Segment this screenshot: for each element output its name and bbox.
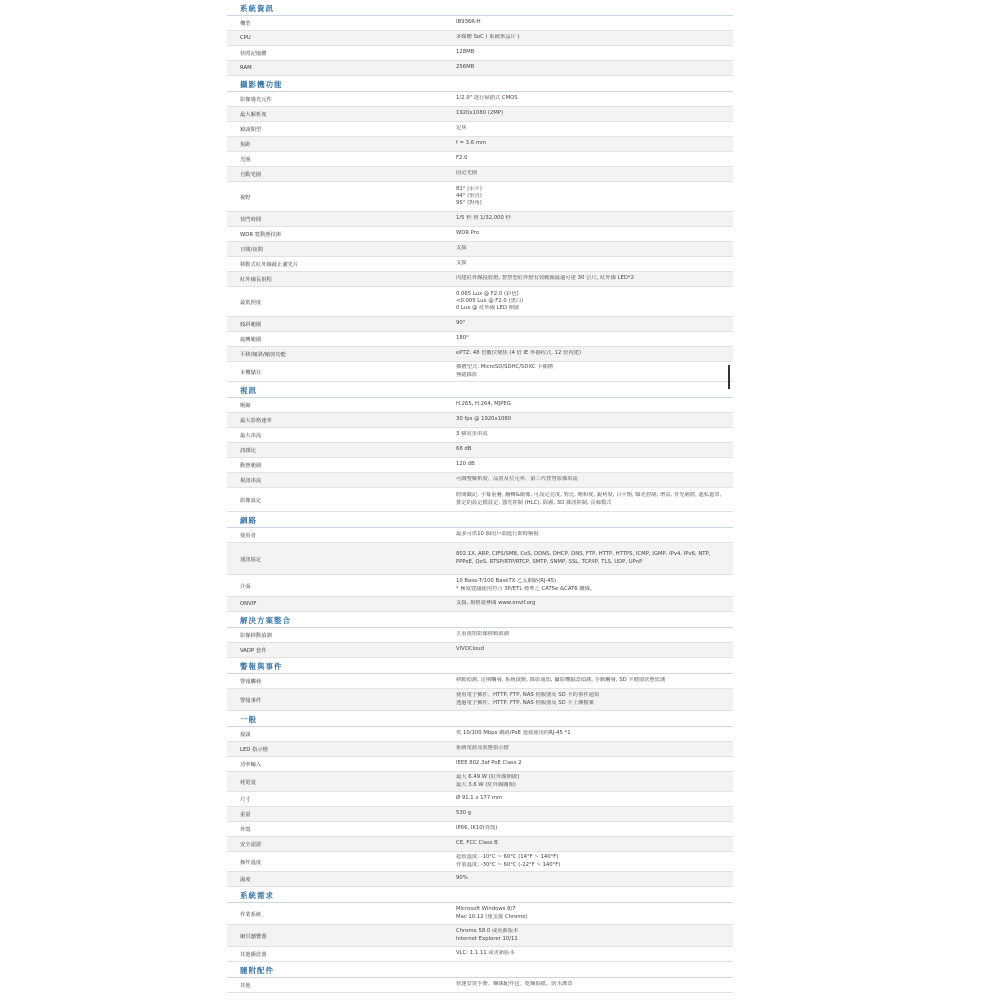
spec-value-line: 移動偵測, 定期觸發, 系統啟動, 錄影通知, 攝影機竄改偵測, 手動觸發, SD 卡健康狀態監測 — [456, 677, 666, 684]
spec-value — [456, 61, 727, 75]
spec-value — [456, 16, 727, 30]
spec-row — [227, 227, 733, 242]
spec-label: 最大串流 — [240, 433, 262, 439]
spec-value-line: WDR Pro — [456, 230, 480, 237]
spec-value — [456, 443, 727, 457]
spec-value-line: 3 個同步串流 — [456, 431, 488, 438]
spec-value-line: 固定光圈 — [456, 170, 478, 177]
spec-value — [456, 742, 727, 756]
spec-value-line: Internet Explorer 10/11 — [456, 935, 518, 942]
spec-value — [456, 362, 727, 381]
spec-row — [227, 628, 733, 643]
spec-value — [456, 903, 727, 924]
spec-value — [456, 428, 727, 442]
spec-label: 影像感光元件 — [240, 97, 272, 103]
spec-value-line: 供 10/100 Mbps 網路/PoE 連接使用的RJ-45 *1 — [456, 730, 571, 737]
spec-row — [227, 458, 733, 473]
spec-label: 功率輸入 — [240, 762, 262, 768]
spec-row — [227, 257, 733, 272]
spec-label: 視野 — [240, 194, 251, 201]
spec-row — [227, 925, 733, 947]
section-header — [227, 658, 733, 674]
spec-row — [227, 742, 733, 757]
spec-row — [227, 107, 733, 122]
section-title: 視訊 — [240, 386, 257, 395]
spec-value-line: 多媒體 SoC ( 系統單晶片 ) — [456, 34, 520, 41]
section-title: 警報與事件 — [240, 662, 283, 671]
spec-label: 旋轉範圍 — [240, 337, 262, 343]
spec-value — [456, 488, 727, 511]
spec-value — [456, 757, 727, 771]
spec-row — [227, 674, 733, 689]
spec-value-line: 無縫錄影 — [456, 371, 478, 378]
spec-value-line: 44° (垂直) — [456, 192, 482, 199]
spec-label: 警報事件 — [240, 697, 262, 704]
spec-value — [456, 212, 727, 226]
spec-label: 最低照度 — [240, 299, 262, 306]
spec-value-line: F2.0 — [456, 155, 468, 162]
spec-label: 濕度 — [240, 877, 251, 883]
section-header — [227, 612, 733, 628]
spec-value — [456, 792, 727, 806]
spec-row — [227, 137, 733, 152]
spec-row — [227, 428, 733, 443]
spec-value — [456, 575, 727, 596]
spec-row — [227, 61, 733, 76]
spec-row — [227, 575, 733, 597]
spec-value-line: VIVOCloud — [456, 646, 485, 653]
spec-value — [456, 317, 727, 331]
spec-row — [227, 807, 733, 822]
section-header — [227, 382, 733, 398]
spec-value-line: 最大 6.49 W (紅外線開啟) — [456, 774, 520, 781]
spec-row — [227, 947, 733, 962]
spec-value-line: 支援, 規格請參閱 www.onvif.org — [456, 600, 536, 607]
spec-value-line: Microsoft Windows 8/7 — [456, 906, 516, 913]
spec-label: 自動光圈 — [240, 172, 262, 178]
spec-value-line: 802.1X, ARP, CIFS/SMB, CoS, DDNS, DHCP, DNS, FTP, HTTP, HTTPS, ICMP, IGMP, IPv4, IPv6, NTP, PPPoE, QoS, RTSP/RTP/RTCP, SMTP, SNMP, SSL, TCP/IP, TLS, UDP, UPnP — [456, 551, 711, 565]
spec-value-line: 快速安裝手冊、螺絲配件包、乾燥貼紙、防水護罩 — [456, 981, 573, 988]
spec-value-line: Mac 10.12 (僅支援 Chrome) — [456, 913, 528, 920]
section-header — [227, 887, 733, 903]
spec-label: 耗電量 — [240, 779, 256, 786]
spec-value-line: 透過電子郵件、HTTP, FTP, NAS 伺服器及 SD 卡上傳檔案 — [456, 699, 594, 706]
scrollbar-thumb[interactable] — [728, 365, 730, 389]
spec-row — [227, 689, 733, 711]
spec-value — [456, 137, 727, 151]
spec-value-line: Ø 91.1 x 177 mm — [456, 795, 503, 802]
spec-value — [456, 727, 727, 741]
spec-label: 視訊串流 — [240, 478, 262, 484]
spec-row — [227, 443, 733, 458]
spec-row — [227, 597, 733, 612]
spec-row — [227, 242, 733, 257]
spec-value — [456, 458, 727, 472]
spec-label: 網頁瀏覽器 — [240, 933, 267, 940]
spec-label: 介面 — [240, 583, 251, 590]
spec-value-line: 530 g — [456, 810, 472, 817]
spec-label: 快閃記憶體 — [240, 51, 267, 57]
spec-value-line: f = 3.6 mm — [456, 140, 487, 147]
spec-value — [456, 92, 727, 106]
spec-value-line: 1/5 秒 到 1/32,000 秒 — [456, 215, 511, 222]
spec-row — [227, 488, 733, 512]
spec-row — [227, 122, 733, 137]
spec-row — [227, 152, 733, 167]
spec-value — [456, 152, 727, 166]
spec-value — [456, 347, 727, 361]
spec-label: 快門時間 — [240, 217, 262, 223]
spec-label: 紅外線長射程 — [240, 277, 272, 283]
spec-value — [456, 167, 727, 181]
spec-value — [456, 643, 727, 657]
spec-value-line: Chrome 58.0 或更新版本 — [456, 928, 519, 935]
spec-value-line: ePTZ: 48 倍數位變焦 (4 倍 IE 外掛程式, 12 倍內建) — [456, 350, 582, 357]
spec-row — [227, 772, 733, 792]
spec-value-line: 五重視窗影像移動偵測 — [456, 631, 509, 638]
spec-value-line: 68 dB — [456, 446, 472, 453]
spec-sheet — [227, 0, 733, 993]
spec-value — [456, 528, 727, 542]
spec-value-line: 1920x1080 (2MP) — [456, 110, 504, 117]
spec-label: 接頭 — [240, 732, 251, 738]
spec-label: 其他 — [240, 983, 251, 989]
spec-value-line: 最多可供10 個用戶端進行即時檢視 — [456, 531, 539, 538]
spec-value-line: 可調整解析度、品質及位元率、第三代智慧影像串流 — [456, 476, 578, 483]
spec-row — [227, 872, 733, 887]
spec-label: CPU — [240, 35, 251, 41]
spec-value-line: 定焦 — [456, 125, 467, 132]
spec-value — [456, 473, 727, 487]
spec-value-line: 256MB — [456, 64, 475, 71]
spec-value — [456, 182, 727, 211]
spec-label: 日間/夜間 — [240, 247, 263, 253]
spec-row — [227, 272, 733, 287]
spec-value-line: 0 Lux @ 紅外線 LED 開啟 — [456, 305, 520, 312]
section-title: 系統資訊 — [240, 4, 274, 13]
spec-value-line: 支援 — [456, 260, 467, 267]
spec-row — [227, 347, 733, 362]
spec-value — [456, 674, 727, 688]
section-title: 解決方案整合 — [240, 616, 291, 625]
spec-row — [227, 903, 733, 925]
section-header — [227, 512, 733, 528]
spec-value-line: 內建紅外線投射燈, 智慧型紅外燈有效範圍最遠可達 30 公尺, 紅外線 LED*2 — [456, 275, 634, 282]
spec-value-line: 81° (水平) — [456, 185, 482, 192]
spec-label: 通訊協定 — [240, 556, 262, 563]
spec-value — [456, 31, 727, 45]
spec-label: 訊雜比 — [240, 448, 256, 454]
spec-label: 操作溫度 — [240, 859, 262, 866]
spec-label: LED 指示燈 — [240, 747, 268, 753]
spec-row — [227, 46, 733, 61]
spec-label: 動態範圍 — [240, 463, 262, 469]
spec-label: 安全認證 — [240, 842, 262, 848]
spec-value — [456, 107, 727, 121]
section-header — [227, 711, 733, 727]
spec-value-line: 支援 — [456, 245, 467, 252]
spec-value-line: H.265, H.264, MJPEG — [456, 401, 511, 408]
spec-label: 作業系統 — [240, 911, 262, 918]
spec-value — [456, 947, 727, 961]
spec-value-line: 90° — [456, 320, 466, 327]
spec-row — [227, 413, 733, 428]
spec-label: 其他播放器 — [240, 952, 267, 958]
spec-value-line: IP66, IK10(外殼) — [456, 825, 498, 832]
spec-row — [227, 167, 733, 182]
spec-row — [227, 792, 733, 807]
spec-row — [227, 212, 733, 227]
spec-row — [227, 978, 733, 993]
spec-value-line: 作業溫度: -30°C ~ 60°C (-22°F ~ 140°F) — [456, 861, 561, 868]
section-header — [227, 962, 733, 978]
section-title: 一般 — [240, 715, 257, 724]
spec-label: 焦距 — [240, 142, 251, 148]
spec-value-line: 120 dB — [456, 461, 475, 468]
spec-label: 使用者 — [240, 533, 256, 539]
spec-row — [227, 182, 733, 212]
spec-label: 鏡頭類型 — [240, 127, 262, 133]
spec-value — [456, 689, 727, 710]
spec-value — [456, 822, 727, 836]
spec-row — [227, 852, 733, 872]
spec-value — [456, 772, 727, 791]
spec-row — [227, 643, 733, 658]
spec-label: 警報觸發 — [240, 679, 262, 685]
spec-label: 影像設定 — [240, 497, 262, 504]
spec-value — [456, 852, 727, 871]
spec-value-line: 30 fps @ 1920x1080 — [456, 416, 512, 423]
spec-value-line: 180° — [456, 335, 469, 342]
spec-value — [456, 257, 727, 271]
spec-row — [227, 332, 733, 347]
spec-row — [227, 473, 733, 488]
spec-row — [227, 398, 733, 413]
spec-value-line: 插槽型式: MicroSD/SDHC/SDXC 卡插槽 — [456, 364, 554, 371]
spec-row — [227, 362, 733, 382]
spec-value-line: 起始溫度: -10°C ~ 60°C (14°F ~ 140°F) — [456, 854, 559, 861]
spec-value-line: 系統電源及狀態指示燈 — [456, 745, 509, 752]
spec-label: WDR 寬動態技術 — [240, 232, 282, 238]
spec-value-line: IEEE 802.3af PoE Class 2 — [456, 760, 522, 767]
spec-value — [456, 227, 727, 241]
spec-value-line: IB936R-H — [456, 19, 481, 26]
spec-label: 重量 — [240, 812, 251, 818]
spec-row — [227, 757, 733, 772]
spec-label: 影像移動偵測 — [240, 633, 272, 639]
spec-value — [456, 398, 727, 412]
spec-label: 機型 — [240, 21, 251, 27]
spec-row — [227, 16, 733, 31]
spec-value — [456, 597, 727, 611]
spec-value-line: 95° (對角) — [456, 200, 482, 207]
section-header — [227, 0, 733, 16]
spec-label: 平移/傾斜/縮放功能 — [240, 352, 286, 358]
spec-value-line: 最大 3.6 W (紅外線關閉) — [456, 781, 516, 788]
section-title: 網路 — [240, 516, 257, 525]
spec-value-line: <0.005 Lux @ F2.0 (黑白) — [456, 297, 524, 304]
spec-value — [456, 872, 727, 886]
spec-label: 外殼 — [240, 827, 251, 833]
spec-value — [456, 287, 727, 316]
spec-value — [456, 628, 727, 642]
section-title: 攝影機功能 — [240, 80, 283, 89]
spec-value-line: 128MB — [456, 49, 475, 56]
spec-value-line: 時間戳記, 字幕重疊, 翻轉&鏡像, 可設定亮度, 對比, 飽和度, 銳利度, 白平衡, 曝光控制, 增益, 背光補償, 遮私遮罩, 排定的設定檔設定, 強光抑制 (HLC), 除霧, 3D 雜訊抑制, 長廊模式 — [456, 492, 722, 506]
spec-row — [227, 31, 733, 46]
spec-label: RAM — [240, 65, 252, 71]
spec-value-line: VLC: 1.1.11 或更新版本 — [456, 950, 515, 957]
spec-value — [456, 242, 727, 256]
spec-label: ONVIF — [240, 601, 257, 607]
spec-value — [456, 925, 727, 946]
spec-value — [456, 978, 727, 992]
spec-value-line: 1/2.9" 逐行掃描式 CMOS — [456, 95, 518, 102]
spec-value-line: CE, FCC Class B — [456, 840, 498, 847]
spec-value-line: 90% — [456, 875, 468, 882]
spec-label: 尺寸 — [240, 797, 251, 803]
spec-value-line: 使用電子郵件、HTTP, FTP, NAS 伺服器及 SD 卡的事件通知 — [456, 692, 600, 699]
spec-value-line: 0.065 Lux @ F2.0 (彩色) — [456, 290, 519, 297]
spec-value-line: * 極度建議使用符合 3P/ETL 標準之 CAT5e &CAT6 纜線。 — [456, 585, 596, 592]
spec-value — [456, 122, 727, 136]
spec-label: VADP 套件 — [240, 648, 267, 654]
spec-label: 光圈 — [240, 157, 251, 163]
spec-label: 傾斜範圍 — [240, 322, 262, 328]
spec-value-line: 10 Base-T/100 BaseTX 乙太網路(RJ-45) — [456, 578, 557, 585]
spec-label: 本機儲存 — [240, 369, 262, 376]
spec-row — [227, 543, 733, 575]
spec-row — [227, 92, 733, 107]
spec-row — [227, 727, 733, 742]
spec-value — [456, 46, 727, 60]
spec-label: 移動式紅外線截止濾光片 — [240, 262, 299, 268]
spec-value — [456, 807, 727, 821]
section-header — [227, 76, 733, 92]
spec-label: 壓縮 — [240, 403, 251, 409]
spec-row — [227, 837, 733, 852]
spec-value — [456, 413, 727, 427]
section-title: 系統需求 — [240, 891, 274, 900]
spec-label: 最大解析度 — [240, 112, 267, 118]
spec-row — [227, 822, 733, 837]
section-title: 隨附配件 — [240, 966, 274, 975]
spec-row — [227, 317, 733, 332]
spec-row — [227, 287, 733, 317]
spec-label: 最大影格速率 — [240, 418, 272, 424]
spec-row — [227, 528, 733, 543]
spec-value — [456, 332, 727, 346]
spec-value — [456, 543, 727, 574]
spec-value — [456, 837, 727, 851]
spec-value — [456, 272, 727, 286]
